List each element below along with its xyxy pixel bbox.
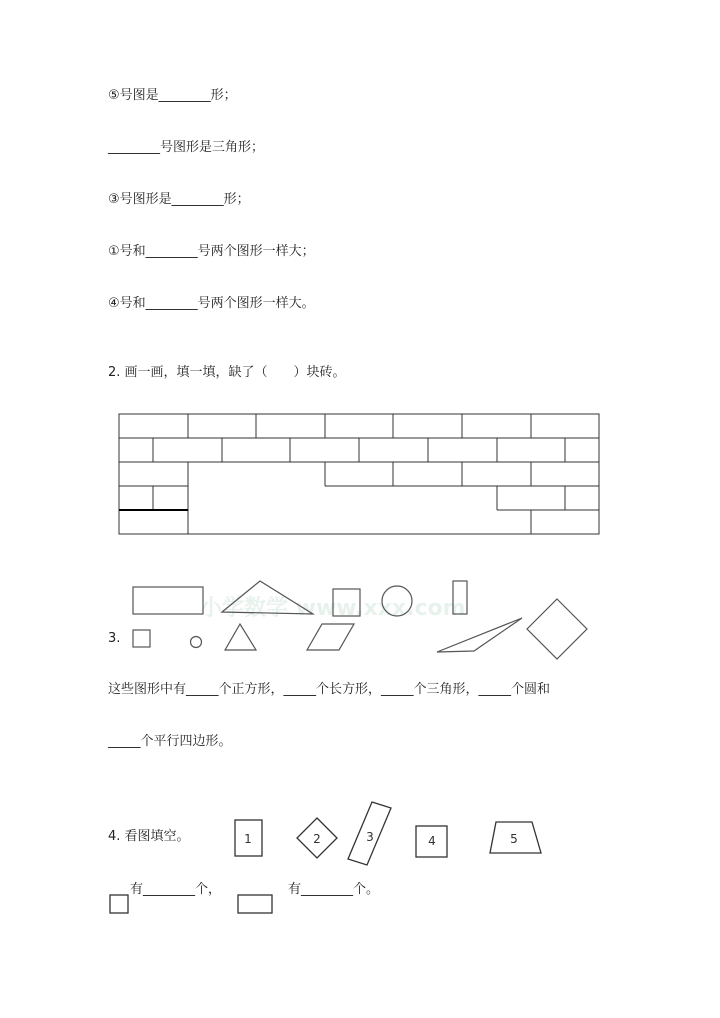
shape-label-4: 4 (428, 834, 436, 848)
q4-fill-rectangle: 有________个。 (288, 882, 380, 897)
q1-line-1: ①号和________号两个图形一样大； (108, 244, 315, 259)
q1-line-3: ③号图形是________形； (108, 192, 250, 207)
q1-line-5: ⑤号图是________形； (108, 88, 237, 103)
q4-fill-square: 有________个， (130, 882, 222, 897)
fill-square-icon (110, 895, 128, 913)
q1-line-triangle: ________号图形是三角形； (108, 140, 265, 155)
shape-label-3: 3 (366, 830, 374, 844)
q3-text: 这些图形中有_____个正方形，_____个长方形，_____个三角形，_____个圆和 (108, 682, 551, 697)
shape-label-1: 1 (244, 832, 252, 846)
q4-title: 4. 看图填空。 (108, 829, 190, 844)
q1-line-4: ④号和________号两个图形一样大。 (108, 296, 315, 311)
shape-label-5: 5 (510, 832, 518, 846)
watermark: 小学数学 www.xxx.com (200, 596, 466, 621)
q2-title: 2. 画一画，填一填，缺了（ ）块砖。 (108, 365, 346, 380)
shape-label-2: 2 (313, 832, 321, 846)
q3-text-2: _____个平行四边形。 (108, 734, 232, 749)
fill-rectangle-icon (238, 895, 272, 913)
q3-number: 3. (108, 631, 121, 646)
